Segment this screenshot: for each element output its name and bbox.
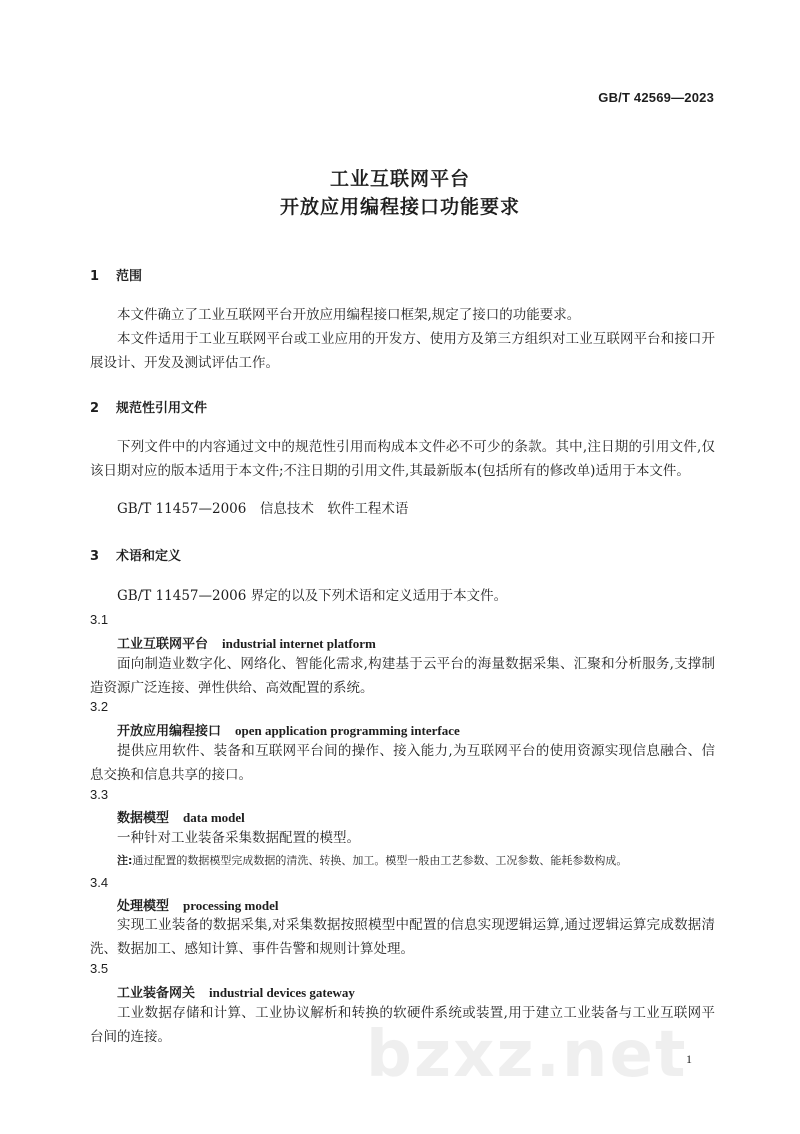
- section-3-intro: GB/T 11457—2006 界定的以及下列术语和定义适用于本文件。: [117, 588, 508, 604]
- term-note: [117, 852, 627, 868]
- page-number: 1: [686, 1052, 692, 1066]
- term-heading: [117, 807, 245, 826]
- term-zh: 处理模型: [117, 899, 170, 914]
- section-2-paragraph: 下列文件中的内容通过文中的规范性引用而构成本文件必不可少的条款。其中,注日期的引用文件,仅该日期对应的版本适用于本文件;不注日期的引用文件,其最新版本(包括所有的修改单)适用于本文件。: [90, 439, 715, 479]
- term-zh: 工业装备网关: [117, 986, 196, 1001]
- section-1-heading: [90, 265, 142, 284]
- section-number: 2: [90, 401, 100, 416]
- term-number: 3.3: [90, 787, 109, 802]
- term-zh: 工业互联网平台: [117, 637, 209, 652]
- section-title: 规范性引用文件: [116, 401, 208, 416]
- term-zh: 数据模型: [117, 811, 170, 826]
- title-line-2: 开放应用编程接口功能要求: [279, 196, 520, 218]
- section-title: 范围: [116, 269, 143, 284]
- section-1-paragraph-2: 本文件适用于工业互联网平台或工业应用的开发方、使用方及第三方组织对工业互联网平台和接口开展设计、开发及测试评估工作。: [90, 331, 715, 371]
- term-definition: 提供应用软件、装备和互联网平台间的操作、接入能力,为互联网平台的使用资源实现信息融合、信息交换和信息共享的接口。: [90, 743, 715, 783]
- term-definition: 实现工业装备的数据采集,对采集数据按照模型中配置的信息实现逻辑运算,通过逻辑运算完成数据清洗、数据加工、感知计算、事件告警和规则计算处理。: [90, 917, 715, 957]
- term-en: data model: [183, 810, 245, 825]
- normative-reference: GB/T 11457—2006 信息技术 软件工程术语: [117, 501, 409, 517]
- note-text: 通过配置的数据模型完成数据的清洗、转换、加工。模型一般由工艺参数、工况参数、能耗参数构成。: [132, 854, 628, 867]
- term-heading: [117, 720, 460, 739]
- watermark: bzxz.net: [366, 1018, 688, 1092]
- term-definition: 工业数据存储和计算、工业协议解析和转换的软硬件系统或装置,用于建立工业装备与工业互联网平台间的连接。: [90, 1005, 715, 1045]
- term-zh: 开放应用编程接口: [117, 724, 222, 739]
- section-3-heading: [90, 545, 181, 564]
- term-heading: [117, 895, 278, 914]
- section-number: 3: [90, 549, 100, 564]
- term-number: 3.4: [90, 875, 109, 890]
- title-line-1: 工业互联网平台: [329, 168, 470, 190]
- section-1-paragraph-1: 本文件确立了工业互联网平台开放应用编程接口框架,规定了接口的功能要求。: [117, 307, 581, 323]
- term-heading: [117, 982, 355, 1001]
- term-number: 3.2: [90, 699, 109, 714]
- standard-number: GB/T 42569—2023: [598, 90, 714, 105]
- term-definition: 面向制造业数字化、网络化、智能化需求,构建基于云平台的海量数据采集、汇聚和分析服务,支撑制造资源广泛连接、弹性供给、高效配置的系统。: [90, 656, 715, 696]
- section-number: 1: [90, 269, 100, 284]
- term-number: 3.5: [90, 961, 109, 976]
- term-en: processing model: [183, 898, 279, 913]
- section-2-heading: [90, 397, 207, 416]
- term-en: industrial devices gateway: [209, 985, 355, 1000]
- term-heading: [117, 633, 376, 652]
- note-label: 注:: [117, 854, 133, 867]
- term-en: industrial internet platform: [222, 636, 376, 651]
- term-number: 3.1: [90, 612, 109, 627]
- term-en: open application programming interface: [235, 723, 460, 738]
- term-definition: 一种针对工业装备采集数据配置的模型。: [117, 830, 360, 846]
- section-title: 术语和定义: [116, 549, 182, 564]
